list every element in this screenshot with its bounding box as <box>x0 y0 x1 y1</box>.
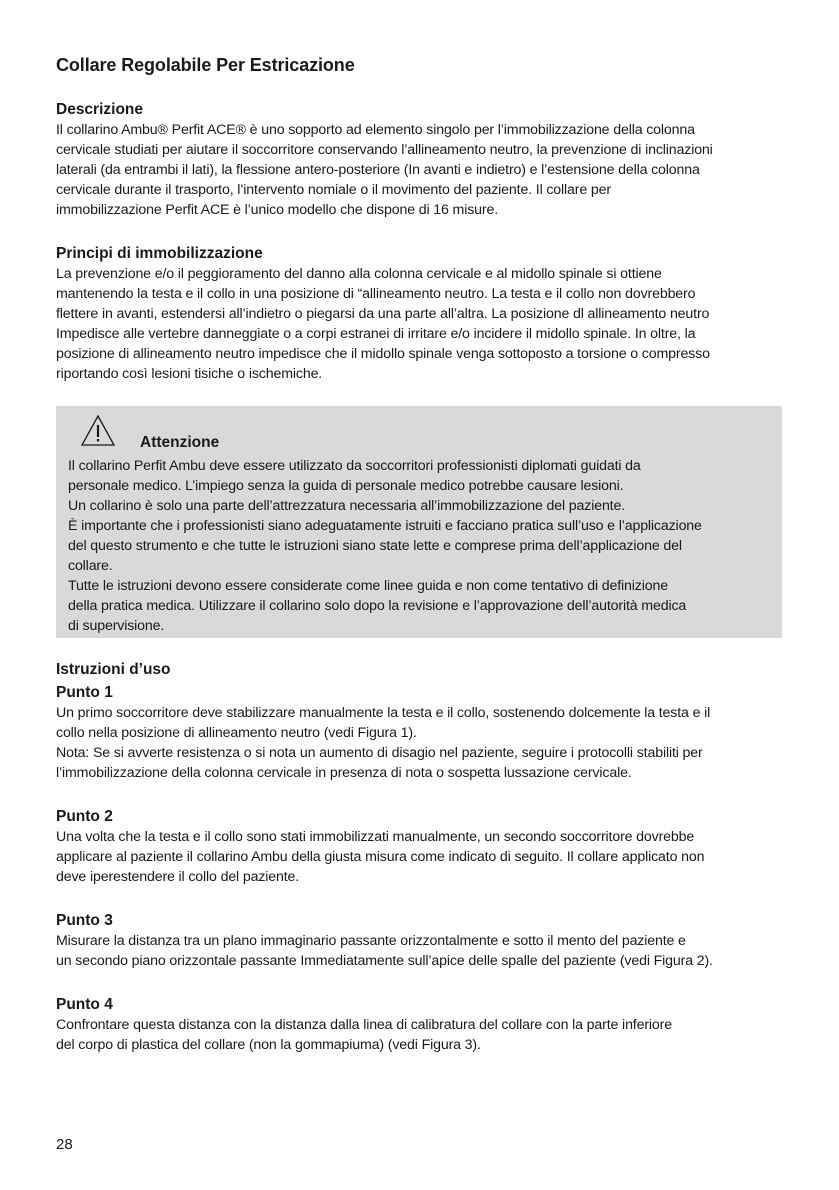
text-line: di supervisione. <box>68 618 165 634</box>
page-title: Collare Regolabile Per Estricazione <box>56 55 355 75</box>
paragraph-descrizione <box>56 120 784 220</box>
section-descrizione <box>56 100 784 220</box>
heading-descrizione: Descrizione <box>56 101 144 118</box>
text-line: l’immobilizzazione della colonna cervicale in presenza di nota o sospetta lussazione cervicale. <box>56 765 632 781</box>
text-line: collo nella posizione di allineamento neutro (vedi Figura 1). <box>56 725 417 741</box>
text-line: Un primo soccorritore deve stabilizzare manualmente la testa e il collo, sostenendo dolcemente la testa e il <box>56 705 711 721</box>
warning-heading: Attenzione <box>140 434 220 451</box>
section-principi <box>56 244 784 384</box>
text-line: Il collarino Ambu® Perfit ACE® è uno sopporto ad elemento singolo per l’immobilizzazione della colonna <box>56 122 695 138</box>
text-line: Misurare la distanza tra un plano immaginario passante orizzontalmente e sotto il mento del paziente e <box>56 933 686 949</box>
section-punto-4 <box>56 995 784 1055</box>
text-line: riportando così lesioni tisiche o ischemiche. <box>56 366 323 382</box>
paragraph-principi <box>56 264 784 384</box>
heading-punto-3: Punto 3 <box>56 912 113 929</box>
paragraph-punto-4 <box>56 1015 784 1055</box>
section-punto-1 <box>56 683 784 783</box>
warning-triangle-icon <box>80 414 116 453</box>
text-line: È importante che i professionisti siano adeguatamente istruiti e facciano pratica sull’uso e l’applicazione <box>68 518 702 534</box>
text-line: laterali (da entrambi il lati), la flessione antero-posteriore (In avanti e indietro) e l’estensione della colonna <box>56 162 700 178</box>
text-line: cervicale studiati per aiutare il soccorritore conservando l’allineamento neutro, la prevenzione di inclinazioni <box>56 142 713 158</box>
text-line: Impedisce alle vertebre danneggiate o a corpi estranei di irritare e/o incidere il midollo spinale. In oltre, la <box>56 326 696 342</box>
text-line: mantenendo la testa e il collo in una posizione di “allineamento neutro. La testa e il collo non dovrebbero <box>56 286 696 302</box>
text-line: cervicale durante il trasporto, l’intervento nomiale o il movimento del paziente. Il collare per <box>56 182 611 198</box>
text-line: della pratica medica. Utilizzare il collarino solo dopo la revisione e l’approvazione dell’autorità medica <box>68 598 687 614</box>
text-line: La prevenzione e/o il peggioramento del danno alla colonna cervicale e al midollo spinale si ottiene <box>56 266 662 282</box>
text-line: personale medico. L’impiego senza la guida di personale medico potrebbe causare lesioni. <box>68 478 624 494</box>
text-line: Tutte le istruzioni devono essere considerate come linee guida e non come tentativo di definizione <box>68 578 668 594</box>
heading-punto-1: Punto 1 <box>56 684 113 701</box>
text-line: un secondo piano orizzontale passante Immediatamente sull’apice delle spalle del paziente (vedi Figura 2). <box>56 953 713 969</box>
text-line: Una volta che la testa e il collo sono stati immobilizzati manualmente, un secondo soccorritore dovrebbe <box>56 829 695 845</box>
text-line: Confrontare questa distanza con la distanza dalla linea di calibratura del collare con la parte inferiore <box>56 1017 672 1033</box>
heading-istruzioni: Istruzioni d’uso <box>56 661 171 678</box>
text-line: deve iperestendere il collo del paziente. <box>56 869 300 885</box>
text-line: posizione di allineamento neutro impedisce che il midollo spinale venga sottoposto a torsione o compresso <box>56 346 710 362</box>
text-line: del questo strumento e che tutte le istruzioni siano state lette e comprese prima dell’applicazione del <box>68 538 682 554</box>
text-line: flettere in avanti, estendersi all’indietro o piegarsi da una parte all’altra. La posizione dl allineamento neutro <box>56 306 710 322</box>
page-number: 28 <box>56 1136 73 1153</box>
text-line: immobilizzazione Perfit ACE è l’unico modello che dispone di 16 misure. <box>56 202 498 218</box>
section-punto-2 <box>56 807 784 887</box>
heading-punto-4: Punto 4 <box>56 996 113 1013</box>
heading-principi: Principi di immobilizzazione <box>56 245 263 262</box>
warning-text <box>68 456 702 636</box>
heading-punto-2: Punto 2 <box>56 808 113 825</box>
paragraph-punto-2 <box>56 827 784 887</box>
section-istruzioni <box>56 660 784 680</box>
text-line: applicare al paziente il collarino Ambu della giusta misura come indicato di seguito. Il collare applicato non <box>56 849 705 865</box>
text-line: del corpo di plastica del collare (non la gommapiuma) (vedi Figura 3). <box>56 1037 481 1053</box>
text-line: collare. <box>68 558 113 574</box>
text-line: Nota: Se si avverte resistenza o si nota un aumento di disagio nel paziente, seguire i protocolli stabiliti per <box>56 745 703 761</box>
paragraph-punto-1 <box>56 703 784 783</box>
paragraph-punto-3 <box>56 931 784 971</box>
text-line: Un collarino è solo una parte dell’attrezzatura necessaria all’immobilizzazione del paziente. <box>68 498 626 514</box>
section-punto-3 <box>56 911 784 971</box>
warning-box <box>56 406 782 638</box>
text-line: Il collarino Perfit Ambu deve essere utilizzato da soccorritori professionisti diplomati guidati da <box>68 458 641 474</box>
